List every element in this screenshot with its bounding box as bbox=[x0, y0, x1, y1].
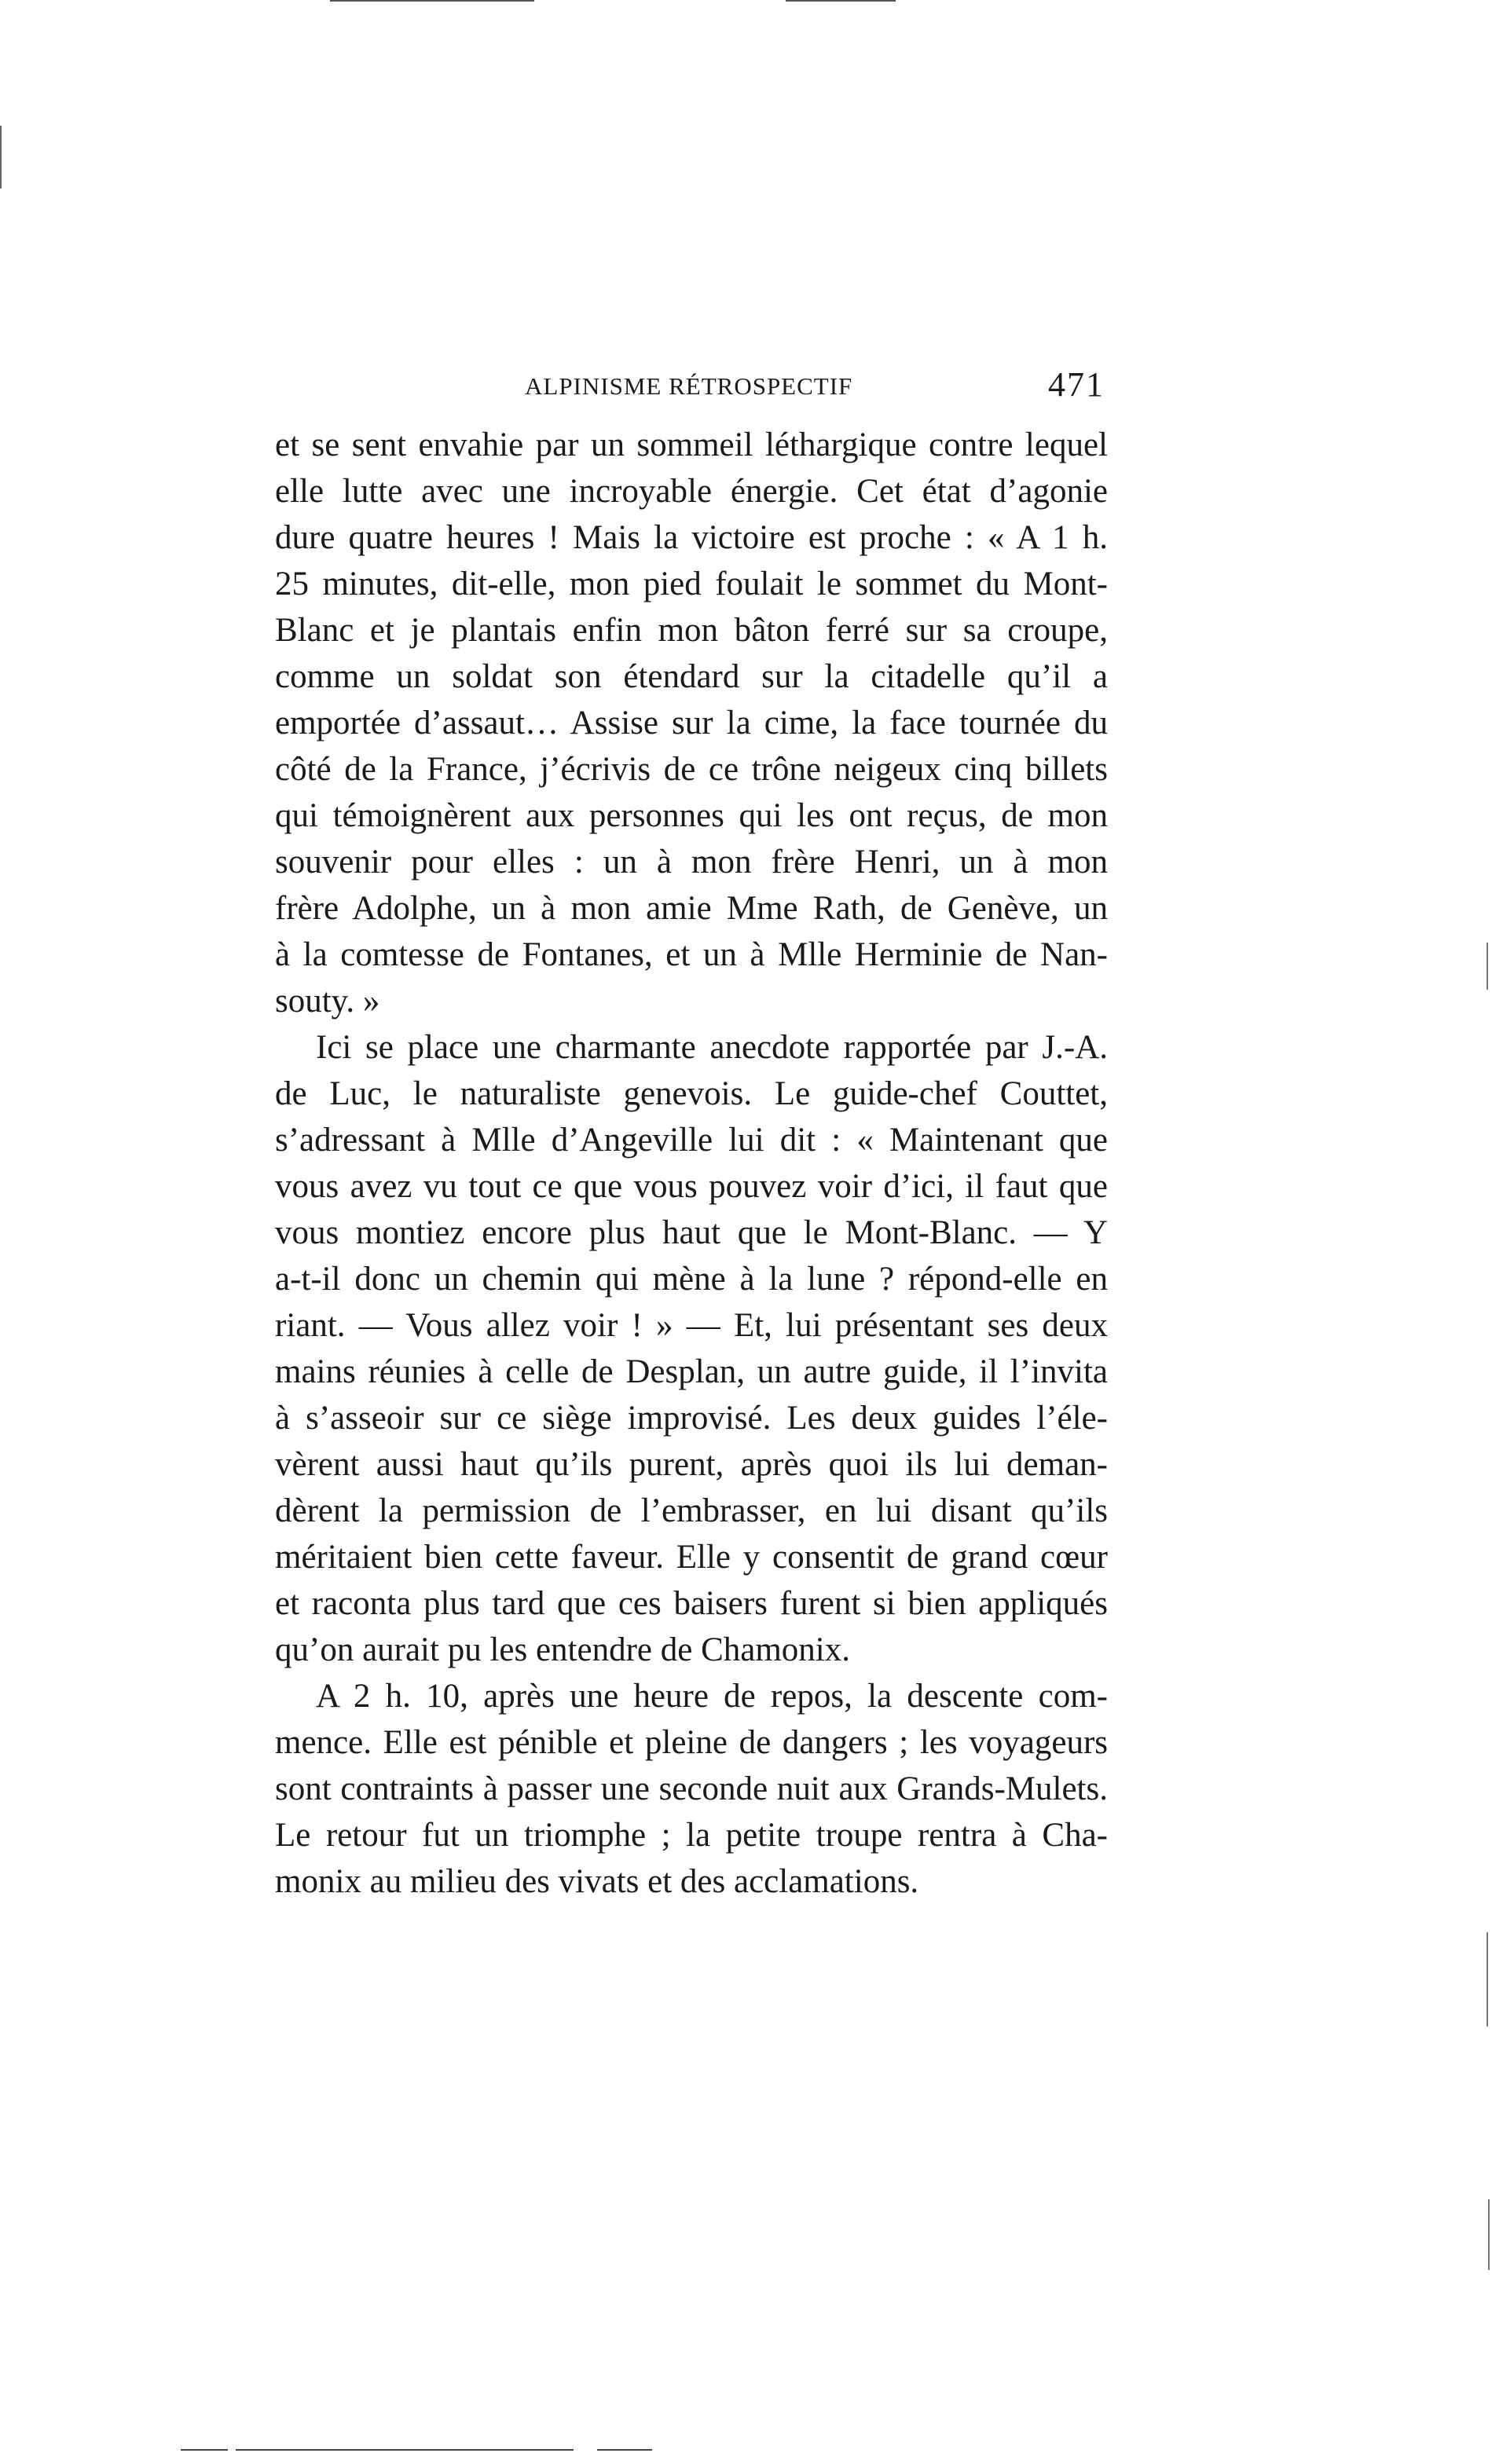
scan-edge-mark bbox=[236, 2449, 574, 2451]
body-text bbox=[275, 422, 1108, 1905]
text-line: frère Adolphe, un à mon amie Mme Rath, de Genève, un bbox=[275, 890, 1108, 927]
text-line: et raconta plus tard que ces baisers furent si bien appliqués bbox=[275, 1585, 1108, 1622]
text-line: mence. Elle est pénible et pleine de dangers ; les voyageurs bbox=[275, 1724, 1108, 1761]
scan-edge-mark bbox=[181, 2449, 228, 2451]
text-line: côté de la France, j’écrivis de ce trône neigeux cinq billets bbox=[275, 751, 1108, 788]
text-line: à s’asseoir sur ce siège improvisé. Les deux guides l’éle- bbox=[275, 1400, 1108, 1437]
text-line: comme un soldat son étendard sur la citadelle qu’il a bbox=[275, 658, 1108, 695]
text-line: à la comtesse de Fontanes, et un à Mlle Herminie de Nan- bbox=[275, 936, 1108, 973]
text-line: elle lutte avec une incroyable énergie. Cet état d’agonie bbox=[275, 473, 1108, 510]
text-line: monix au milieu des vivats et des acclamations. bbox=[275, 1863, 919, 1900]
text-line: souvenir pour elles : un à mon frère Henri, un à mon bbox=[275, 844, 1108, 881]
text-line: s’adressant à Mlle d’Angeville lui dit : « Maintenant que bbox=[275, 1122, 1108, 1159]
scan-edge-mark bbox=[1488, 2199, 1490, 2270]
running-title: ALPINISME RÉTROSPECTIF bbox=[525, 372, 853, 400]
text-line: mains réunies à celle de Desplan, un autre guide, il l’invita bbox=[275, 1353, 1108, 1390]
text-line: riant. — Vous allez voir ! » — Et, lui présentant ses deux bbox=[275, 1307, 1108, 1344]
text-line: Blanc et je plantais enfin mon bâton ferré sur sa croupe, bbox=[275, 612, 1108, 649]
text-line: et se sent envahie par un sommeil léthargique contre lequel bbox=[275, 427, 1108, 463]
text-line: emportée d’assaut… Assise sur la cime, la face tournée du bbox=[275, 705, 1108, 741]
scan-edge-mark bbox=[1487, 943, 1488, 990]
text-line: sont contraints à passer une seconde nuit aux Grands-Mulets. bbox=[275, 1770, 1108, 1807]
text-line: dèrent la permission de l’embrasser, en lui disant qu’ils bbox=[275, 1492, 1108, 1529]
scan-edge-mark bbox=[330, 0, 534, 2]
page-number: 471 bbox=[1048, 365, 1105, 404]
scan-edge-mark bbox=[597, 2449, 652, 2451]
scan-edge-mark bbox=[786, 0, 896, 2]
text-line: vèrent aussi haut qu’ils purent, après quoi ils lui deman- bbox=[275, 1446, 1108, 1483]
text-line: vous montiez encore plus haut que le Mont-Blanc. — Y bbox=[275, 1214, 1108, 1251]
text-line: souty. » bbox=[275, 983, 380, 1020]
text-line: 25 minutes, dit-elle, mon pied foulait le sommet du Mont- bbox=[275, 566, 1108, 602]
text-line: A 2 h. 10, après une heure de repos, la descente com- bbox=[316, 1678, 1108, 1715]
text-line: dure quatre heures ! Mais la victoire est proche : « A 1 h. bbox=[275, 519, 1108, 556]
text-line: méritaient bien cette faveur. Elle y consentit de grand cœur bbox=[275, 1539, 1108, 1576]
text-line: de Luc, le naturaliste genevois. Le guide-chef Couttet, bbox=[275, 1075, 1108, 1112]
scan-edge-mark bbox=[1487, 1932, 1488, 2026]
running-head bbox=[275, 364, 1108, 412]
text-line: vous avez vu tout ce que vous pouvez voir d’ici, il faut que bbox=[275, 1168, 1108, 1205]
text-line: qu’on aurait pu les entendre de Chamonix. bbox=[275, 1631, 850, 1668]
text-line: Ici se place une charmante anecdote rapportée par J.-A. bbox=[316, 1029, 1108, 1066]
scan-edge-mark bbox=[0, 126, 2, 189]
text-line: a-t-il donc un chemin qui mène à la lune ? répond-elle en bbox=[275, 1261, 1108, 1298]
text-line: qui témoignèrent aux personnes qui les ont reçus, de mon bbox=[275, 797, 1108, 834]
text-line: Le retour fut un triomphe ; la petite troupe rentra à Cha- bbox=[275, 1817, 1108, 1854]
